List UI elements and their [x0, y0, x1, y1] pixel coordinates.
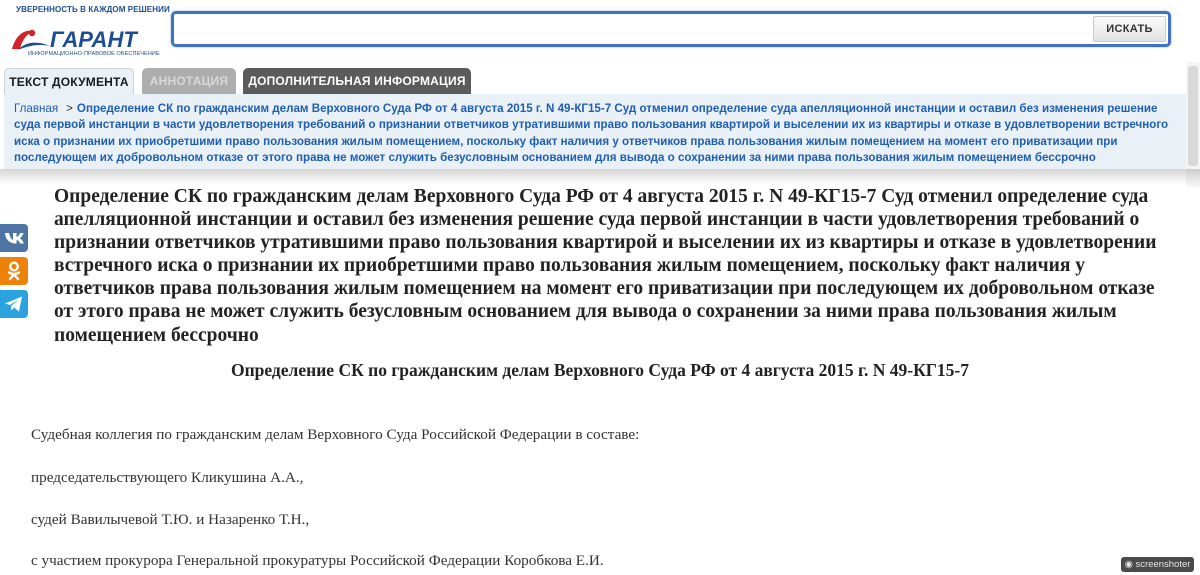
breadcrumb-home-link[interactable]: Главная	[14, 102, 59, 115]
logo-slogan: УВЕРЕННОСТЬ В КАЖДОМ РЕШЕНИИ	[16, 5, 170, 14]
logo-subtitle: ИНФОРМАЦИОННО-ПРАВОВОЕ ОБЕСПЕЧЕНИЕ	[28, 51, 160, 57]
document-paragraph: с участием прокурора Генеральной прокуратуры Российской Федерации Коробкова Е.И.	[31, 552, 604, 569]
camera-icon: ◉	[1124, 559, 1133, 570]
odnoklassniki-share-button[interactable]	[0, 257, 28, 285]
breadcrumb-current[interactable]: Определение СК по гражданским делам Верховного Суда РФ от 4 августа 2015 г. N 49-КГ15-7 Суд отменил определение суда апелляционной инстанции и оставил без изменения решение суда первой инстанции в части удовлетворения требований о признании ответчиков утратившими право пользования квартирой и выселении их из квартиры и отказе в удовлетворении встречного иска о признании их приобретшими право пользования жилым помещением, поскольку факт наличия у ответчиков права пользования жилым помещением на момент его приватизации при последующем их добровольном отказе от этого права не может служить безусловным основанием для вывода о сохранении за ними права пользования жилым помещением бессрочно	[14, 102, 1169, 164]
breadcrumb	[14, 101, 1182, 166]
garant-logo-mark	[10, 19, 150, 53]
watermark-label: screenshoter	[1135, 559, 1191, 570]
breadcrumb-panel	[4, 94, 1186, 169]
document-paragraph: Судебная коллегия по гражданским делам Верховного Суда Российской Федерации в составе:	[31, 426, 640, 443]
odnoklassniki-icon	[3, 260, 25, 282]
panel-shadow	[0, 169, 1200, 185]
vk-share-button[interactable]	[0, 224, 28, 252]
document-tabs	[0, 62, 1200, 94]
search-button[interactable]: ИСКАТЬ	[1093, 16, 1166, 42]
tab-additional-info[interactable]: ДОПОЛНИТЕЛЬНАЯ ИНФОРМАЦИЯ	[243, 68, 471, 94]
tab-annotation: АННОТАЦИЯ	[142, 68, 236, 94]
scrollbar-thumb[interactable]	[1188, 66, 1198, 166]
document-title: Определение СК по гражданским делам Верховного Суда РФ от 4 августа 2015 г. N 49-КГ15-7 Суд отменил определение суда апелляционной инстанции и оставил без изменения решение суда первой инстанции в части удовлетворения требований о признании ответчиков утратившими право пользования квартирой и выселении их из квартиры и отказе в удовлетворении встречного иска о признании их приобретшими право пользования жилым помещением, поскольку факт наличия у ответчиков права пользования жилым помещением на момент его приватизации при последующем их добровольном отказе от этого права не может служить безусловным основанием для вывода о сохранении за ними права пользования жилым помещением бессрочно	[54, 186, 1157, 346]
garant-logo[interactable]	[10, 2, 170, 60]
breadcrumb-separator: >	[66, 102, 73, 115]
document-subtitle: Определение СК по гражданским делам Верховного Суда РФ от 4 августа 2015 г. N 49-КГ15-7	[230, 360, 970, 380]
vk-icon	[3, 227, 25, 249]
search-input[interactable]	[174, 14, 1094, 44]
telegram-share-button[interactable]	[0, 290, 28, 318]
header	[0, 0, 1200, 62]
telegram-icon	[3, 293, 25, 315]
search-box	[171, 11, 1171, 47]
screenshoter-watermark	[1121, 557, 1194, 572]
document-paragraph: председательствующего Кликушина А.А.,	[31, 469, 304, 486]
tab-document-text[interactable]: ТЕКСТ ДОКУМЕНТА	[4, 68, 134, 94]
svg-text:ГАРАНТ: ГАРАНТ	[50, 27, 137, 52]
document-paragraph: судей Вавилычевой Т.Ю. и Назаренко Т.Н.,	[31, 511, 310, 528]
